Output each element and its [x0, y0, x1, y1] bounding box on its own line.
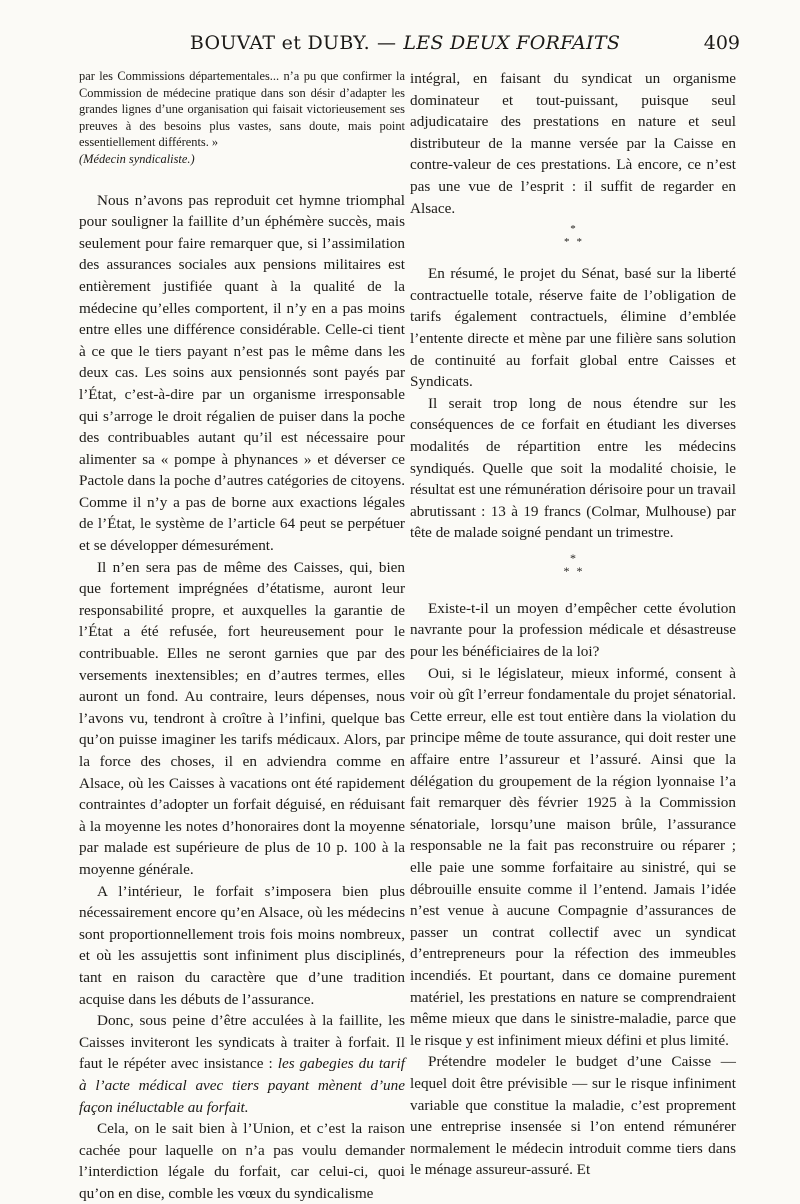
quote-text: par les Commissions départementales... n’a pu que confirmer la Commission de médecine pratique dans son désir d’adapter les grandes lignes d’une organisation qui faisait victorieusement ses preuves à des besoins plus vastes, sans doute, mais point essentiellement différents. »: [79, 69, 405, 150]
paragraph: Cela, on le sait bien à l’Union, et c’est la raison cachée pour laquelle on n’a pas voulu demander l’interdiction légale du forfait, car celui-ci, quoi qu’on en dise, comble les vœux du syndicalisme: [79, 1120, 405, 1202]
paragraph: Prétendre modeler le budget d’une Caisse — lequel doit être prévisible — sur le risque infiniment variable que constitue la maladie, c’est proprement une entreprise insensée si l’on entend rémunérer normalement le médecin introduit comme tiers dans le ménage assureur-assuré. Et: [410, 1053, 736, 1179]
header-authors: BOUVAT et DUBY.: [189, 32, 370, 54]
paragraph: Existe-t-il un moyen d’empêcher cette évolution navrante pour la profession médicale et désastreuse pour les bénéficiaires de la loi?: [410, 599, 736, 661]
asterism-separator: [410, 223, 736, 249]
paragraph: [79, 1010, 405, 1118]
running-header: [70, 18, 740, 68]
asterism-star: *: [570, 550, 576, 565]
emphasis-text: les gabegies du tarif à l’acte médical avec tiers payant mènent d’une façon inéluctable au forfait.: [79, 1055, 405, 1116]
paragraph: En résumé, le projet du Sénat, basé sur la liberté contractuelle totale, réserve faite de l’obligation de tarifs également contractuels, élimine d’emblée l’entente directe et mène par une filière sans solution de continuité au forfait global entre Caisses et Syndicats.: [410, 265, 736, 391]
header-work-title: LES DEUX FORFAITS: [403, 32, 621, 54]
running-title: [190, 32, 620, 54]
paragraph: Oui, si le législateur, mieux informé, consent à voir où gît l’erreur fondamentale du projet sénatorial. Cette erreur, elle est tout entière dans la violation du principe même de toute assurance, qui doit rester une affaire entre l’assureur et l’assuré. Ainsi que la délégation du groupement de la région lyonnaise l’a fait remarquer dès février 1925 à la Commission sénatoriale, lorsqu’une maison brûle, l’assurance responsable ne la fait pas reconstruire ou réparer ; elle paie une somme forfaitaire au sinistré, qui se débrouille ensuite comme il l’entend. Jamais l’idée n’est venue à aucune Compagnie d’assurances de passer un contrat collectif avec un syndicat d’entrepreneurs pour la réfection des immeubles incendiés. Et pourtant, dans ce domaine purement matériel, les prestations en nature se comprendraient même mieux que dans le sinistre-maladie, parce que le risque y est infiniment mieux défini et plus limité.: [410, 664, 736, 1049]
asterism-star: *: [563, 563, 577, 578]
quote-source: (Médecin syndicaliste.): [79, 151, 195, 166]
asterism-star: *: [576, 563, 590, 578]
asterism-star: *: [570, 223, 576, 236]
paragraph: A l’intérieur, le forfait s’imposera bien plus nécessairement encore qu’en Alsace, où les médecins sont proportionnellement trois fois moins nombreux, et où les assujettis sont infiniment plus disciplinés, tant en raison du caractère que d’une tradition acquise dans les débuts de l’assurance.: [79, 882, 405, 1008]
paragraph-text: Donc, sous peine d’être acculées à la faillite, les Caisses inviteront les syndicats à traiter à forfait. Il faut le répéter avec insistance :: [79, 1012, 405, 1073]
left-column: [79, 68, 405, 1202]
asterism-separator: [410, 552, 736, 578]
right-column: [410, 68, 736, 1179]
page-number: 409: [703, 32, 740, 54]
header-dash: —: [377, 32, 397, 54]
paragraph: Nous n’avons pas reproduit cet hymne triomphal pour souligner la faillite d’un éphémère succès, mais seulement pour faire remarquer que, si l’assimilation des assurances sociales aux pensions militaires est entièrement justifiée quant à la qualité de la médecine qu’elles comportent, il n’y en a pas moins entre elles une différence considérable. Celle-ci tient à ce que le tiers payant n’est pas le même dans les deux cas. Les soins aux pensionnés sont payés par l’État, c’est-à-dire par un organisme irresponsable qui s’arroge le droit régalien de puiser dans la poche des contribuables autant qu’il est nécessaire pour alimenter sa « pompe à phynances » et déverser ce Pactole dans la poche d’autres catégories de citoyens. Comme il n’y a pas de borne aux exactions légales de l’État, le système de l’article 64 peut se perpétuer et se développer démesurément.: [79, 191, 405, 555]
asterism-star: *: [576, 236, 589, 249]
asterism-star: *: [564, 236, 577, 249]
paragraph: Il serait trop long de nous étendre sur les conséquences de ce forfait en étudiant les diverses modalités de répartition entre les médecins syndiqués. Quelle que soit la modalité choisie, le résultat est une rémunération dérisoire pour un travail abrutissant : 13 à 19 francs (Colmar, Mulhouse) par tête de malade soigné pendant un trimestre.: [410, 394, 736, 542]
paragraph: Il n’en sera pas de même des Caisses, qui, bien que fortement imprégnées d’étatisme, auront leur responsabilité propre, et auxquelles la garantie de l’État a été refusée, fort heureusement pour le contribuable. Elles ne seront garnies que par des versements inextensibles; en d’autres termes, elles auront un fond. Au contraire, leurs dépenses, nous l’avons vu, tendront à croître à l’infini, quelque bas qu’on puisse imaginer les tarifs médicaux. Alors, par la force des choses, il en adviendra comme en Alsace, où les Caisses à vacations ont été rapidement contraintes d’adopter un forfait déguisé, en réduisant à la moyenne les notes d’honoraires dont la moyenne par malade est supérieure de plus de 10 p. 100 à la moyenne générale.: [79, 558, 405, 878]
paragraph: intégral, en faisant du syndicat un organisme dominateur et tout-puissant, puisque seul adjudicataire des prestations en nature et seul distributeur de la manne versée par la Caisse en contre-valeur de ces prestations. Là encore, ce n’est pas une vue de l’esprit : il suffit de regarder en Alsace.: [410, 70, 736, 217]
quote-block: [79, 68, 405, 168]
